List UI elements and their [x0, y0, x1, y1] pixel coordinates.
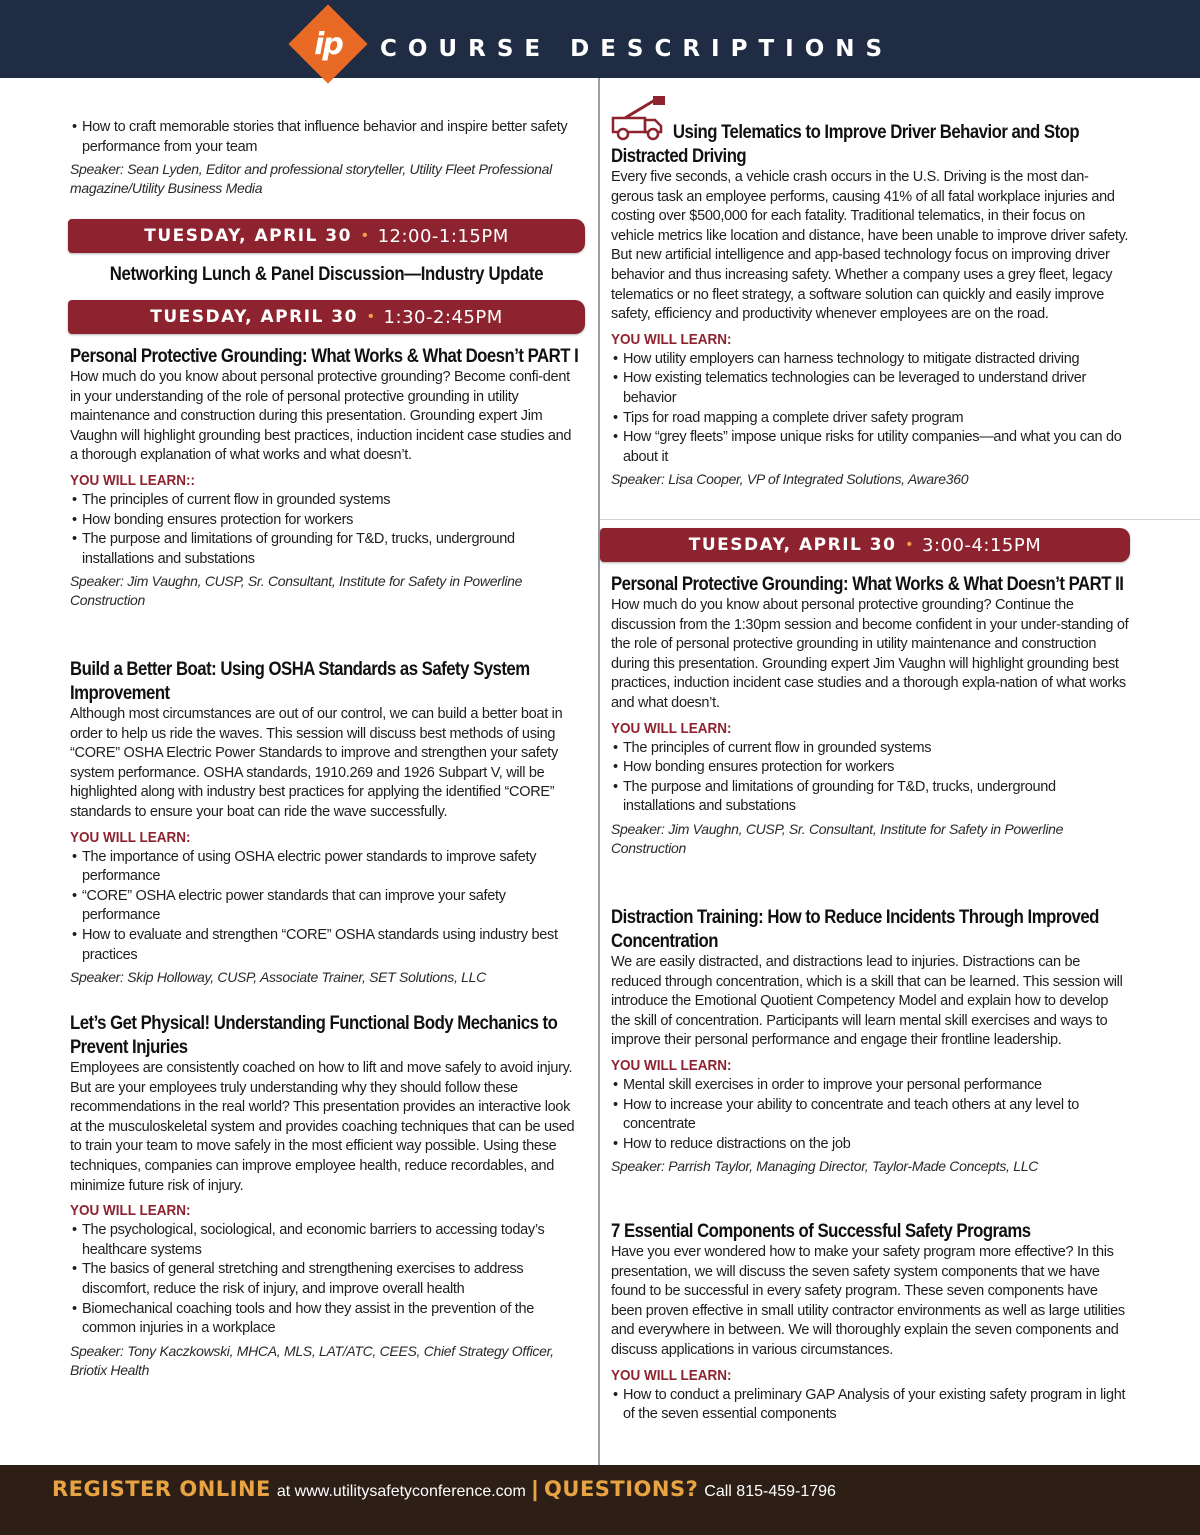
list-item: • The principles of current flow in grounded systems: [70, 491, 582, 511]
session-time-bar-2: [68, 300, 585, 334]
intro-block: [70, 118, 570, 198]
session-distraction-training: [611, 905, 1131, 1176]
session-better-boat: [70, 657, 582, 987]
session-speaker: Speaker: Skip Holloway, CUSP, Associate Trainer, SET Solutions, LLC: [70, 969, 486, 986]
session-time: 1:30-2:45PM: [383, 306, 503, 328]
list-item: • The purpose and limitations of grounding for T&D, trucks, underground installations and substations: [70, 530, 582, 569]
session-time: 3:00-4:15PM: [922, 534, 1042, 556]
session-title: Personal Protective Grounding: What Works & What Doesn’t PART II: [611, 573, 1124, 595]
session-speaker: Speaker: Jim Vaughn, CUSP, Sr. Consultant, Institute for Safety in Powerline Construction: [611, 820, 1064, 856]
learn-list: [70, 848, 582, 966]
list-item: • How bonding ensures protection for workers: [70, 511, 582, 531]
list-item: • “CORE” OSHA electric power standards that can improve your safety performance: [70, 887, 582, 926]
session-day: TUESDAY, APRIL 30: [144, 226, 352, 246]
phone-link[interactable]: Call 815-459-1796: [704, 1483, 836, 1500]
list-item: • The importance of using OSHA electric power standards to improve safety performance: [70, 848, 582, 887]
you-will-learn-heading: YOU WILL LEARN:: [611, 1366, 732, 1384]
intro-speaker: Speaker: Sean Lyden, Editor and professional storyteller, Utility Fleet Professional magazine/Utility Business Media: [70, 161, 552, 197]
session-body-mechanics: [70, 1011, 582, 1380]
page-title: COURSE DESCRIPTIONS: [380, 36, 894, 62]
session-time-bar-3: [600, 528, 1130, 562]
bullet-dot-icon: •: [906, 536, 913, 553]
session-speaker: Speaker: Tony Kaczkowski, MHCA, MLS, LAT/ATC, CEES, Chief Strategy Officer, Briotix Health: [70, 1342, 554, 1378]
session-description: Have you ever wondered how to make your safety program more effective? In this presentation, we will discuss the seven safety system components that we have found to be successful in every safety program. These seven components have been proven effective in small utility contractor environments as well as large utilities and everywhere in between. We will thoroughly explain the seven components and discuss applications in various circumstances.: [611, 1244, 1125, 1358]
list-item: • How utility employers can harness technology to mitigate distracted driving: [611, 350, 1131, 370]
section-rule: [600, 519, 1200, 520]
ip-logo-text: ip: [314, 26, 342, 62]
session-description: Employees are consistently coached on how to lift and move safely to avoid injury. But are your employees truly understanding why they should follow these recommendations in the real world? This presentation provides an interactive look at the musculoskeletal system and provides coaching techniques that can be used to train your team to move safely in the most efficient way possible. Using these techniques, companies can improve employee health, reduce recordables, and minimize future risk of injury.: [70, 1060, 575, 1194]
session-speaker: Speaker: Lisa Cooper, VP of Integrated Solutions, Aware360: [611, 471, 969, 488]
questions-label: QUESTIONS?: [544, 1477, 699, 1501]
session-speaker: Speaker: Parrish Taylor, Managing Director, Taylor-Made Concepts, LLC: [611, 1158, 1039, 1175]
learn-list: [611, 1076, 1131, 1154]
session-telematics: [611, 120, 1131, 489]
list-item: • Tips for road mapping a complete driver safety program: [611, 409, 1131, 429]
session-description: How much do you know about personal protective grounding? Continue the discussion from the 1:30pm session and become confident in your under-standing of the role of personal protective grounding in utility maintenance and construction during this presentation. Grounding expert Jim Vaughn will highlight grounding best practices, induction incident case studies and a thorough expla-nation of what works and what doesn’t.: [611, 597, 1129, 711]
you-will-learn-heading: YOU WILL LEARN:: [70, 1202, 191, 1220]
session-seven-components: [611, 1219, 1131, 1425]
learn-list: [611, 350, 1131, 468]
session-title: Personal Protective Grounding: What Works & What Doesn’t PART I: [70, 345, 579, 367]
list-item: • How to evaluate and strengthen “CORE” OSHA standards using industry best practices: [70, 926, 582, 965]
session-time: 12:00-1:15PM: [377, 225, 509, 247]
list-item: • How to increase your ability to concentrate and teach others at any level to concentrate: [611, 1096, 1131, 1135]
you-will-learn-heading: YOU WILL LEARN:: [611, 1056, 732, 1074]
learn-list: [611, 739, 1131, 817]
list-item: • The psychological, sociological, and economic barriers to accessing today’s healthcare systems: [70, 1221, 582, 1260]
session-description: We are easily distracted, and distractions lead to injuries. Distractions can be reduced through concentration, which is a skill that can be learned. This session will introduce the Emotional Quotient Competency Model and explain how to develop the skill of concentration. Participants will learn mental skill exercises and ways to improve their personal performance and engage their frontline leadership.: [611, 954, 1123, 1049]
session-grounding-part-2: [611, 572, 1131, 858]
column-divider: [598, 78, 600, 1465]
register-url-link[interactable]: at www.utilitysafetyconference.com: [276, 1483, 526, 1500]
session-title: 7 Essential Components of Successful Safety Programs: [611, 1220, 1031, 1242]
session-description: Although most circumstances are out of our control, we can build a better boat in order to help us ride the waves. This session will discuss best methods of using “CORE” OSHA Electric Power Standards to improve and strengthen your safety system performance. OSHA standards, 1910.269 and 1926 Subpart V, will be highlighted along with industry best practices for applying the identified “CORE” standards to ensure your boat can ride the wave successfully.: [70, 706, 563, 820]
session-title: Distraction Training: How to Reduce Incidents Through Improved Concentration: [611, 906, 1099, 952]
lunch-title: Networking Lunch & Panel Discussion—Industry Update: [109, 263, 544, 285]
bullet-dot-icon: •: [361, 227, 368, 244]
list-item: • How existing telematics technologies can be leveraged to understand driver behavior: [611, 369, 1131, 408]
session-grounding-part-1: [70, 344, 582, 610]
list-item: • How to reduce distractions on the job: [611, 1135, 1131, 1155]
session-speaker: Speaker: Jim Vaughn, CUSP, Sr. Consultant, Institute for Safety in Powerline Construction: [70, 573, 523, 609]
session-description: Every five seconds, a vehicle crash occurs in the U.S. Driving is the most dan-gerous task an employee performs, causing 41% of all fatal workplace injuries and costing over $500,000 for each fatality. Traditional telematics, in their focus on vehicle metrics like location and distance, have been unable to improve driver safety. But new artificial intelligence and app-based technology focus on improving driver behavior and thus increasing safety. Whether a company uses a grey fleet, legacy telematics or no fleet strategy, a software solution can quickly and easily improve safety, efficiency and productivity whenever employees are on the road.: [611, 169, 1129, 323]
session-title: Let’s Get Physical! Understanding Functional Body Mechanics to Prevent Injuries: [70, 1012, 558, 1058]
learn-list: [70, 491, 582, 569]
footer-contact-line: [52, 1476, 836, 1502]
footer-separator: |: [531, 1476, 539, 1501]
session-title: Build a Better Boat: Using OSHA Standards as Safety System Improvement: [70, 658, 530, 704]
session-title: Using Telematics to Improve Driver Behavior and Stop Distracted Driving: [611, 121, 1080, 167]
list-item: • Biomechanical coaching tools and how they assist in the prevention of the common injuries in a workplace: [70, 1300, 582, 1339]
bullet-dot-icon: •: [367, 308, 374, 325]
learn-list: [70, 1221, 582, 1339]
you-will-learn-heading: YOU WILL LEARN:: [70, 828, 191, 846]
you-will-learn-heading: YOU WILL LEARN::: [70, 471, 195, 489]
list-item: • How to conduct a preliminary GAP Analysis of your existing safety program in light of the seven essential components: [611, 1386, 1131, 1425]
list-item: • The principles of current flow in grounded systems: [611, 739, 1131, 759]
session-day: TUESDAY, APRIL 30: [150, 307, 358, 327]
session-time-bar-1: [68, 219, 585, 253]
list-item: • The basics of general stretching and strengthening exercises to address discomfort, reduce the risk of injury, and improve overall health: [70, 1260, 582, 1299]
register-label: REGISTER ONLINE: [52, 1477, 271, 1501]
session-day: TUESDAY, APRIL 30: [688, 535, 897, 555]
list-item: • Mental skill exercises in order to improve your personal performance: [611, 1076, 1131, 1096]
you-will-learn-heading: YOU WILL LEARN:: [611, 330, 732, 348]
learn-list: [611, 1386, 1131, 1425]
list-item: • How bonding ensures protection for workers: [611, 758, 1131, 778]
session-description: How much do you know about personal protective grounding? Become confi-dent in your understanding of the role of personal protective grounding in utility maintenance and construction during this presentation. Grounding expert Jim Vaughn will highlight grounding best practices, induction incident case studies and a thorough explanation of what works and what doesn’t.: [70, 369, 572, 464]
list-item: • The purpose and limitations of grounding for T&D, trucks, underground installations and substations: [611, 778, 1131, 817]
list-item: • How “grey fleets” impose unique risks for utility companies—and what you can do about it: [611, 428, 1131, 467]
you-will-learn-heading: YOU WILL LEARN:: [611, 719, 732, 737]
intro-bullet: • How to craft memorable stories that influence behavior and inspire better safety performance from your team: [70, 118, 570, 157]
